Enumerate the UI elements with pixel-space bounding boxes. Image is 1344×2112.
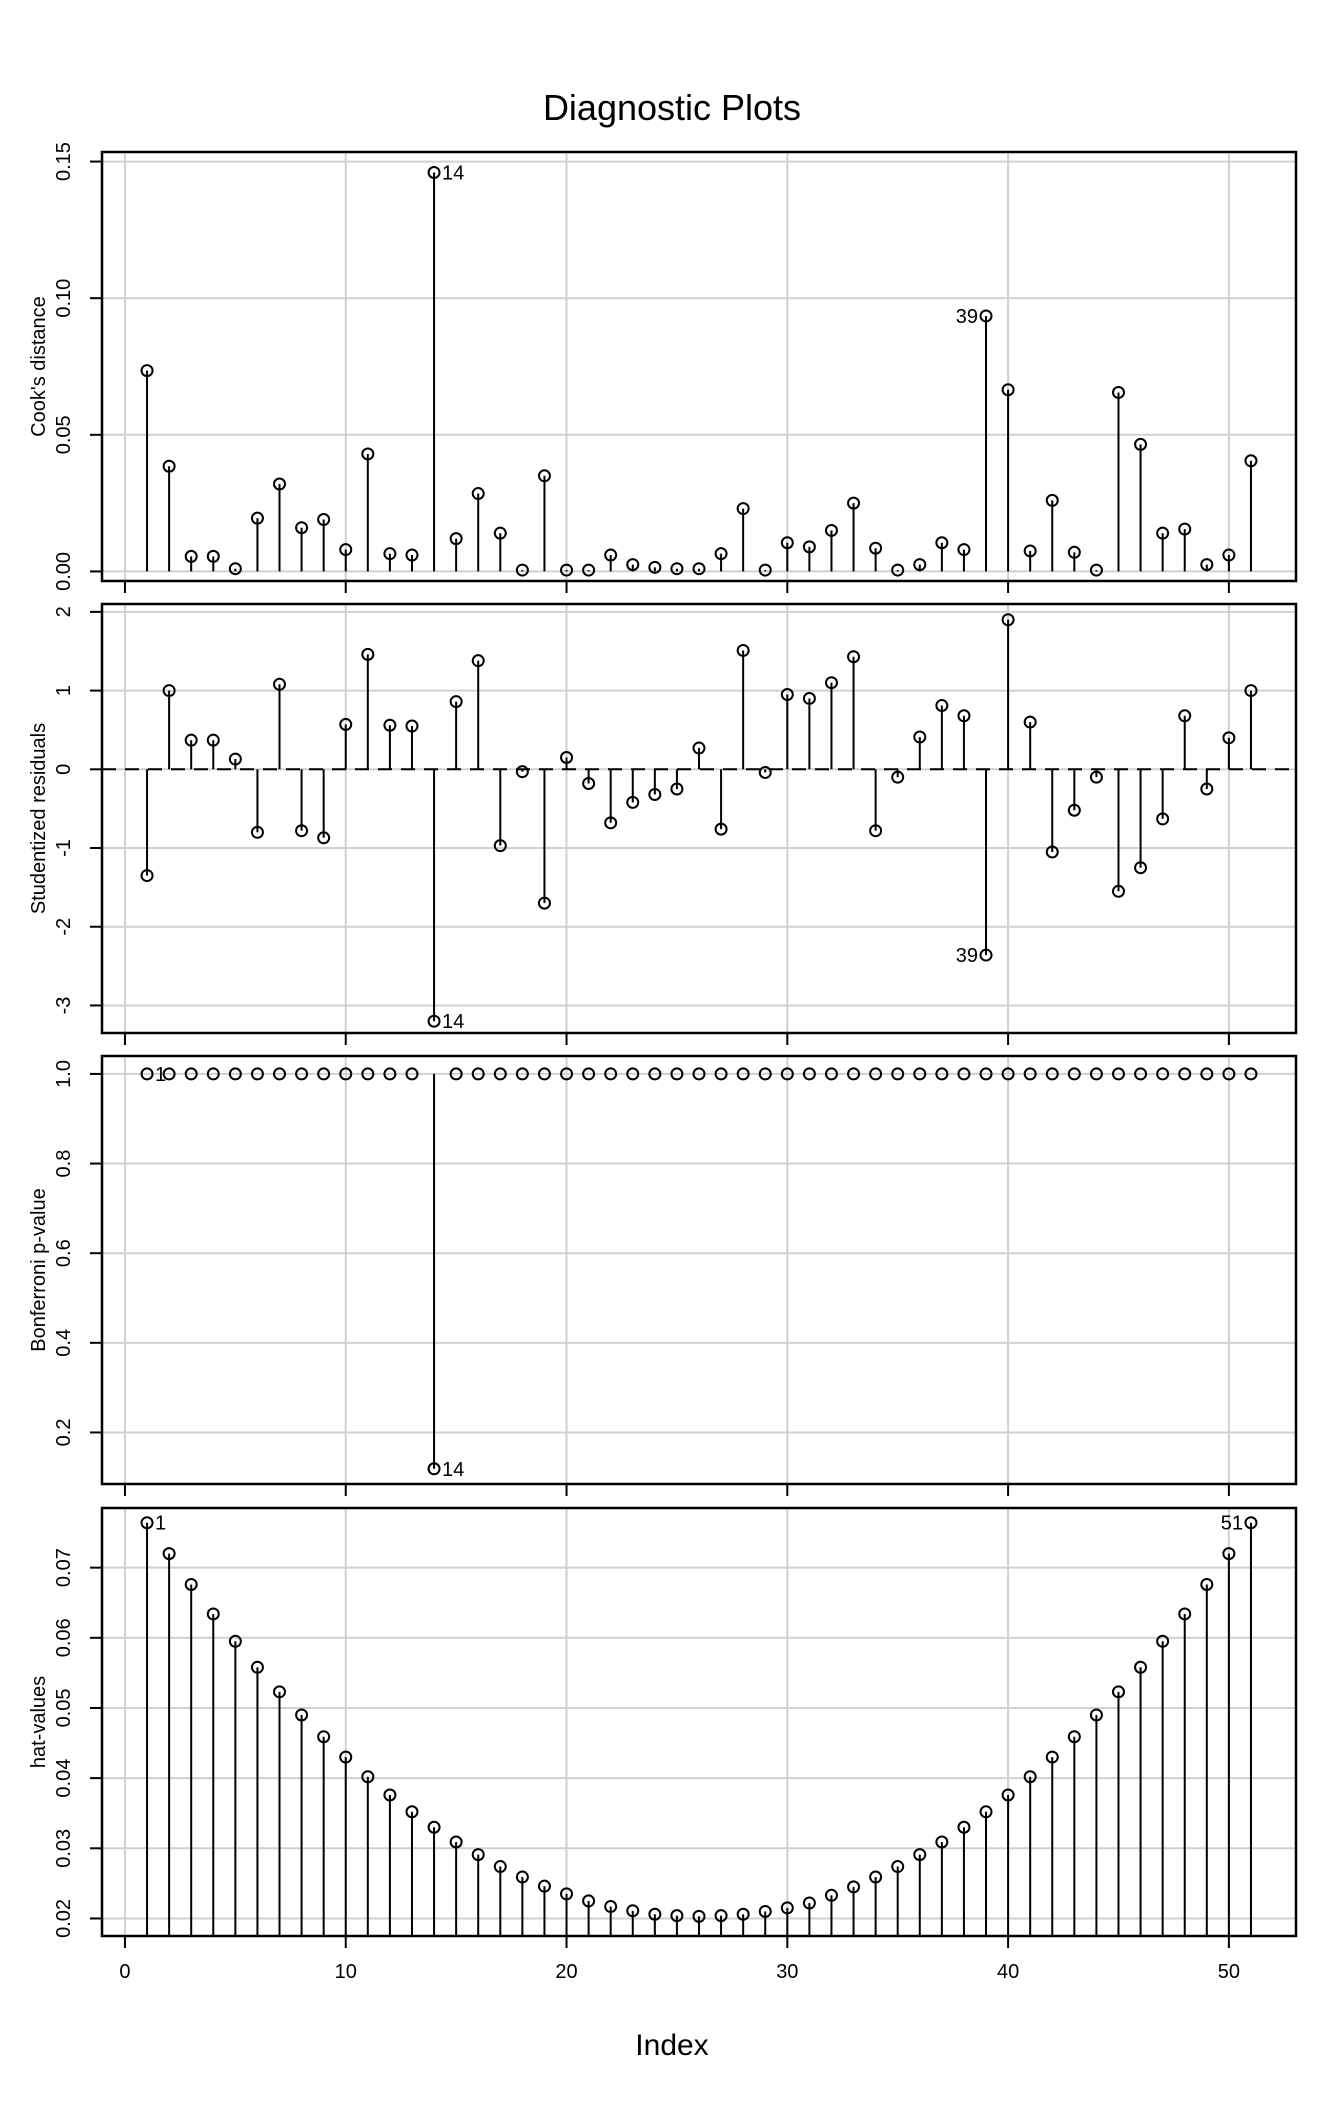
x-tick-label: 0 [119,1961,131,1983]
point-label: 1 [155,1063,167,1086]
y-tick-label: -2 [53,917,75,936]
x-tick-label: 10 [334,1961,357,1983]
point-label: 39 [955,305,979,328]
y-tick-label: 0.2 [53,1418,75,1447]
y-tick-label: 0.02 [53,1898,75,1938]
y-axis-label: Cook's distance [28,296,50,437]
y-tick-label: 0.4 [53,1328,75,1357]
point-label: 14 [442,162,465,185]
y-tick-label: 0.07 [53,1548,75,1588]
x-tick-label: 20 [555,1961,578,1983]
y-tick-label: 0.10 [53,278,75,318]
point-label: 14 [442,1011,465,1034]
x-tick-label: 50 [1217,1961,1241,1983]
y-tick-label: 0.04 [53,1758,75,1798]
y-tick-label: 0 [53,763,75,775]
y-tick-label: -3 [53,996,75,1015]
y-tick-label: -1 [53,839,75,857]
y-tick-label: 1 [53,685,75,697]
figure-title: Diagnostic Plots [542,87,802,128]
y-tick-label: 2 [53,606,75,618]
x-tick-label: 40 [996,1961,1020,1983]
y-axis-label: hat-values [28,1675,50,1769]
y-tick-label: 0.8 [53,1149,75,1178]
y-tick-label: 0.03 [53,1828,75,1868]
y-tick-label: 0.15 [53,142,75,182]
x-tick-label: 30 [776,1961,799,1983]
x-axis-label: Index [635,2029,709,2062]
y-tick-label: 0.05 [53,1688,75,1728]
point-label: 14 [442,1458,465,1481]
y-tick-label: 1.0 [53,1060,75,1088]
point-label: 1 [155,1512,167,1535]
point-label: 51 [1220,1512,1243,1535]
y-axis-label: Bonferroni p-value [28,1188,50,1352]
y-tick-label: 0.00 [53,551,75,591]
point-label: 39 [955,945,979,968]
y-tick-label: 0.6 [53,1239,75,1268]
y-axis-label: Studentized residuals [28,722,50,915]
y-tick-label: 0.06 [53,1618,75,1658]
y-tick-label: 0.05 [53,415,75,455]
